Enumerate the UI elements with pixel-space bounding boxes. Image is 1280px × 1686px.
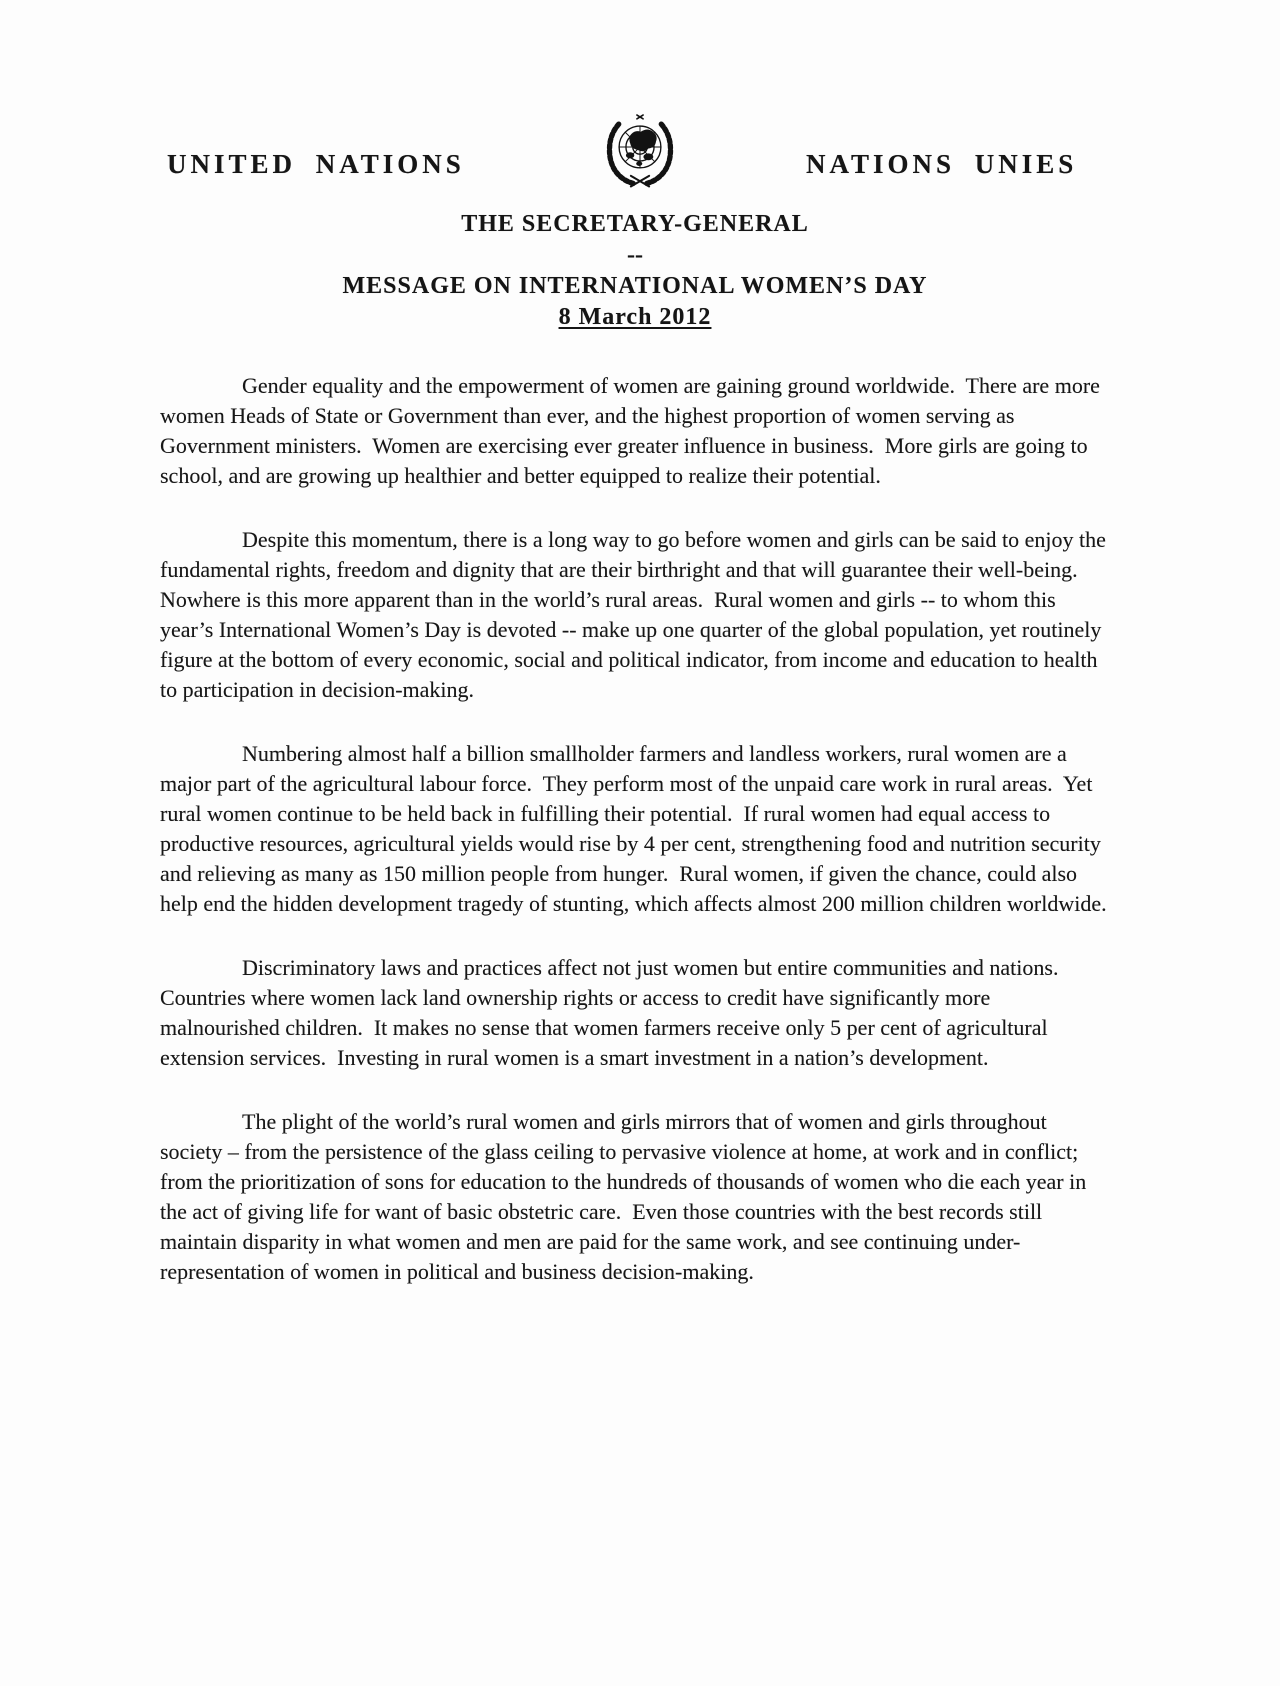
paragraph-plight-of-rural-women: The plight of the world’s rural women and girls mirrors that of women and girls throughout society – from the persistence of the glass ceiling to pervasive violence at home, at work and in conflict; from the prioritization of sons for education to the hundreds of thousands of women who die each year in the act of giving life for want of basic obstetric care. Even those countries with the best records still maintain disparity in what women and men are paid for the same work, and see continuing under-representation of women in political and business decision-making.	[160, 1109, 1092, 1284]
un-emblem-icon	[602, 111, 678, 189]
message-heading: MESSAGE ON INTERNATIONAL WOMEN’S DAY	[342, 273, 928, 299]
paragraph-discriminatory-laws: Discriminatory laws and practices affect not just women but entire communities and nations. Countries where women lack land ownership rights or access to credit have significantly more malnourished children. It makes no sense that women farmers receive only 5 per cent of agricultural extension services. Investing in rural women is a smart investment in a nation’s development.	[160, 955, 1070, 1070]
paragraph-despite-momentum: Despite this momentum, there is a long way to go before women and girls can be said to enjoy the fundamental rights, freedom and dignity that are their birthright and that will guarantee their well-being. Nowhere is this more apparent than in the world’s rural areas. Rural women and girls -- to whom this year’s International Women’s Day is devoted -- make up one quarter of the global population, yet routinely figure at the bottom of every economic, social and political indicator, from income and education to health to participation in decision-making.	[160, 527, 1112, 702]
message-body	[160, 371, 1110, 1321]
header-nations-unies: NATIONS UNIES	[806, 149, 1078, 179]
header-united-nations: UNITED NATIONS	[167, 149, 465, 179]
paragraph-gender-equality: Gender equality and the empowerment of women are gaining ground worldwide. There are more women Heads of State or Government than ever, and the highest proportion of women serving as Government ministers. Women are exercising ever greater influence in business. More girls are going to school, and are growing up healthier and better equipped to realize their potential.	[160, 373, 1106, 488]
heading-separator: --	[627, 242, 643, 268]
title-block	[160, 209, 1110, 333]
secretary-general-heading: THE SECRETARY-GENERAL	[461, 211, 809, 237]
paragraph-numbering-farmers: Numbering almost half a billion smallholder farmers and landless workers, rural women are a major part of the agricultural labour force. They perform most of the unpaid care work in rural areas. Yet rural women continue to be held back in fulfilling their potential. If rural women had equal access to productive resources, agricultural yields would rise by 4 per cent, strengthening food and nutrition security and relieving as many as 150 million people from hunger. Rural women, if given the chance, could also help end the hidden development tragedy of stunting, which affects almost 200 million children worldwide.	[160, 741, 1107, 916]
date-heading: 8 March 2012	[558, 304, 712, 330]
